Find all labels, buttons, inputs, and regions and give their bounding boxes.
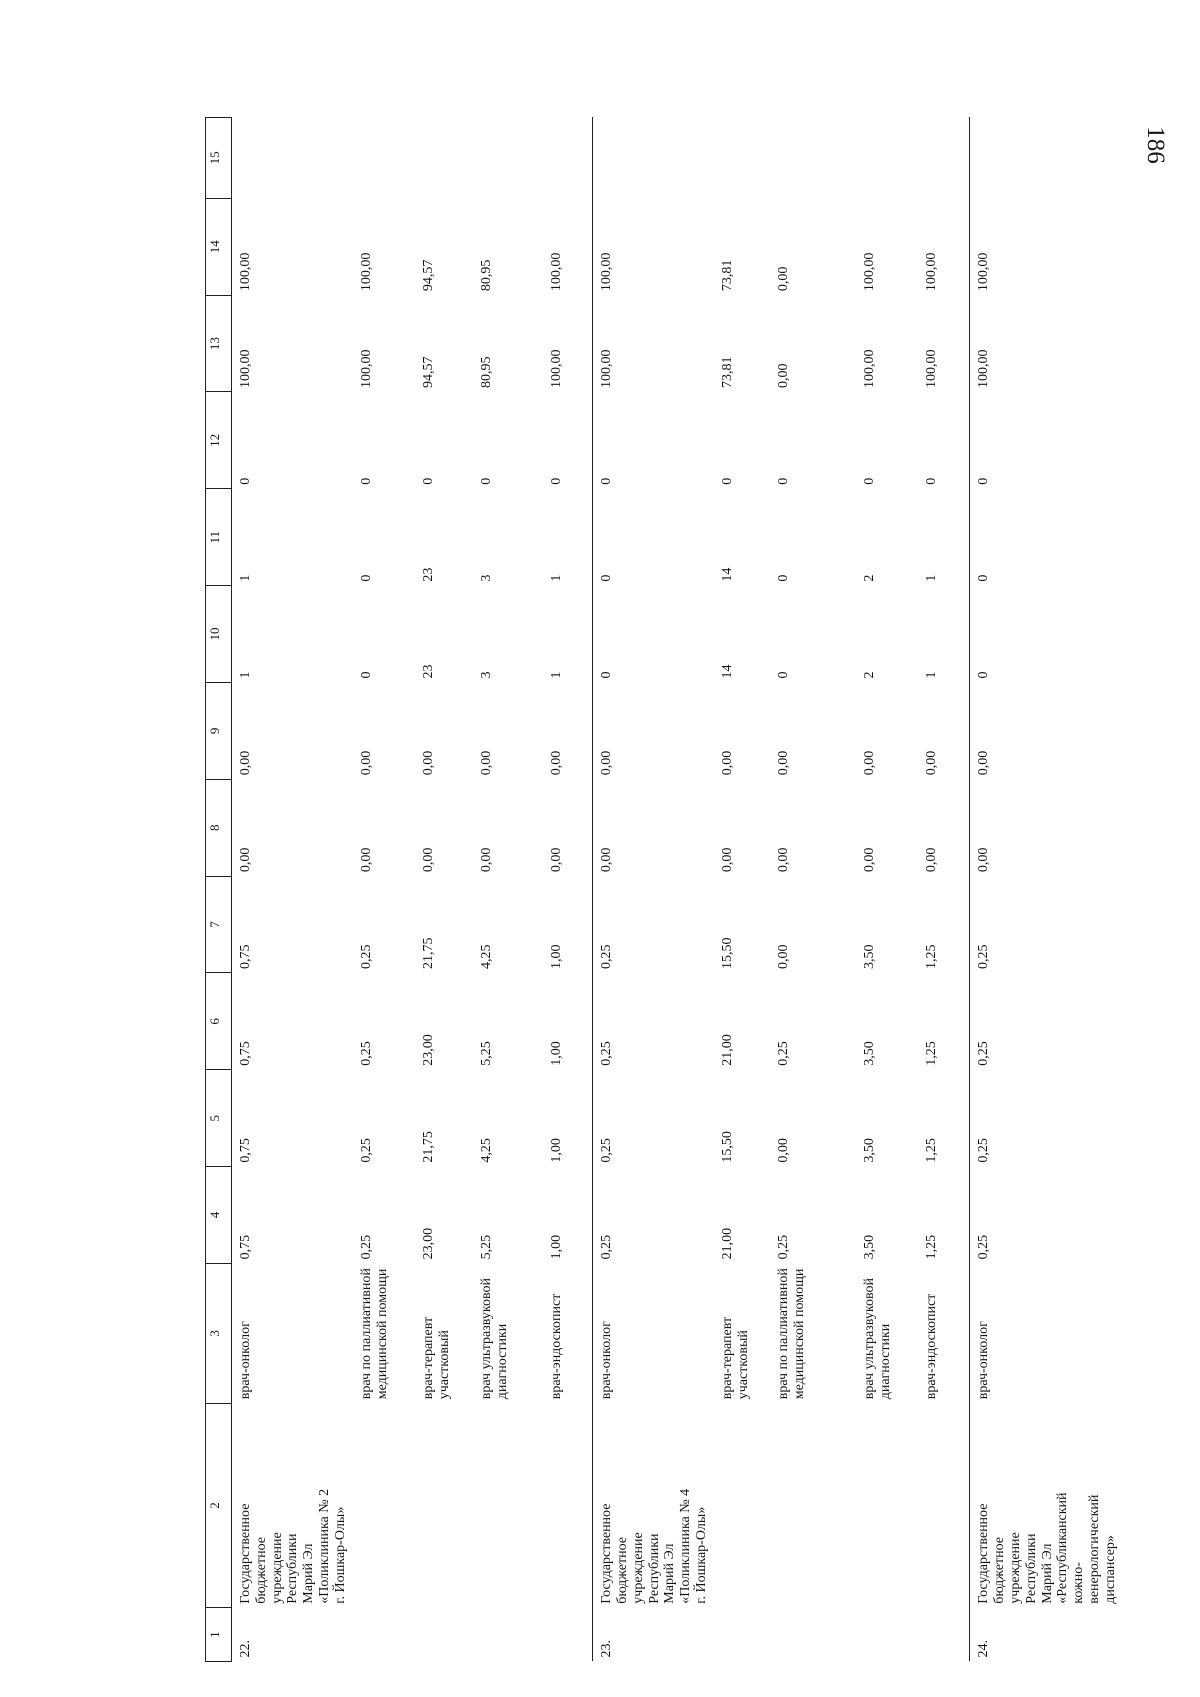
staffing-table (205, 117, 1123, 1662)
value-cell-c9: 0,00 (775, 750, 791, 776)
value-cell-c13: 100,00 (970, 295, 1123, 392)
value-cell-c11: 2 (861, 574, 877, 582)
value-cell-c12: 0 (923, 477, 939, 485)
rotated-table-container (205, 117, 1118, 1662)
column-number: 14 (206, 198, 232, 295)
value-cell-c7: 0,25 (593, 876, 714, 973)
column-number: 12 (206, 392, 232, 489)
row-number (770, 1608, 856, 1662)
value-cell-c6: 0,25 (358, 1041, 374, 1066)
organization-name-line: Государственное (976, 1503, 992, 1604)
value-cell-c9: 0,00 (420, 750, 436, 776)
organization-name-line: Республики (285, 1533, 301, 1604)
position-name: врач-онколог (593, 1263, 714, 1403)
value-cell-c15 (593, 118, 714, 199)
value-cell-c8: 0,00 (861, 847, 877, 873)
value-cell-c11: 0 (775, 574, 791, 582)
row-number: 22. (232, 1608, 353, 1662)
organization-name-line: Республики (1023, 1533, 1039, 1604)
value-cell-c8: 0,00 (593, 779, 714, 876)
column-number: 5 (206, 1070, 232, 1167)
table-row (918, 118, 970, 1662)
column-number: 4 (206, 1167, 232, 1264)
table-row (856, 118, 918, 1662)
value-cell-c12: 0 (719, 477, 735, 485)
value-cell-c6: 0,25 (593, 973, 714, 1070)
table-row (415, 118, 473, 1662)
organization-name (970, 1403, 1123, 1607)
value-cell-c7: 0,25 (970, 876, 1123, 973)
column-number: 11 (206, 489, 232, 586)
organization-name-line: Марий Эл (662, 1543, 678, 1604)
row-number (473, 1608, 543, 1662)
value-cell-c8: 0,00 (548, 847, 564, 873)
column-number: 3 (206, 1263, 232, 1403)
table-row (473, 118, 543, 1662)
column-number: 10 (206, 586, 232, 683)
value-cell-c11: 1 (548, 574, 564, 582)
value-cell-c7: 21,75 (420, 937, 436, 969)
value-cell-c8: 0,00 (970, 779, 1123, 876)
position-name: врач по паллиативной медицинской помощи (358, 1268, 390, 1400)
position-name: врач-терапевт участковый (719, 1316, 751, 1400)
row-number: 24. (970, 1608, 1123, 1662)
value-cell-c11: 1 (923, 574, 939, 582)
value-cell-c8: 0,00 (923, 847, 939, 873)
organization-name-line: учреждение (269, 1532, 285, 1604)
value-cell-c10: 14 (719, 664, 735, 679)
value-cell-c5: 4,25 (478, 1138, 494, 1163)
organization-name-line: Республики (646, 1533, 662, 1604)
value-cell-c6: 21,00 (719, 1034, 735, 1066)
value-cell-c13: 73,81 (719, 356, 735, 388)
value-cell-c5: 0,00 (775, 1138, 791, 1163)
position-name: врач ультразвуковой диагностики (478, 1277, 510, 1400)
organization-name (415, 1403, 473, 1607)
position-name: врач-онколог (232, 1263, 353, 1403)
value-cell-c14: 100,00 (970, 198, 1123, 295)
value-cell-c7: 1,25 (923, 944, 939, 969)
value-cell-c12: 0 (358, 477, 374, 485)
value-cell-c10: 1 (232, 586, 353, 683)
value-cell-c4: 1,25 (923, 1234, 939, 1260)
table-row (593, 118, 714, 1662)
organization-name (770, 1403, 856, 1607)
value-cell-c15 (856, 118, 918, 199)
value-cell-c9: 0,00 (861, 750, 877, 776)
organization-name-line: Государственное (599, 1503, 615, 1604)
value-cell-c14: 100,00 (358, 252, 374, 292)
value-cell-c10: 0 (970, 586, 1123, 683)
value-cell-c12: 0 (232, 392, 353, 489)
table-row (232, 118, 353, 1662)
value-cell-c4: 0,25 (970, 1167, 1123, 1264)
organization-name-line: Марий Эл (1039, 1543, 1055, 1604)
organization-name (714, 1403, 770, 1607)
organization-name (473, 1403, 543, 1607)
position-name: врач-терапевт участковый (420, 1316, 452, 1400)
value-cell-c9: 0,00 (923, 750, 939, 776)
value-cell-c14: 73,81 (719, 259, 735, 292)
value-cell-c14: 100,00 (232, 198, 353, 295)
column-number: 1 (206, 1608, 232, 1662)
organization-name-line: диспансер» (1102, 1535, 1118, 1604)
position-name: врач ультразвуковой диагностики (861, 1277, 893, 1400)
organization-name-line: бюджетное (615, 1537, 630, 1604)
organization-name (232, 1403, 353, 1607)
organization-name-line: бюджетное (992, 1537, 1008, 1604)
value-cell-c4: 0,25 (358, 1234, 374, 1260)
row-number: 23. (593, 1608, 714, 1662)
position-name: врач-эндоскопист (548, 1293, 564, 1400)
value-cell-c7: 4,25 (478, 944, 494, 969)
value-cell-c6: 0,25 (775, 1041, 791, 1066)
position-name: врач-эндоскопист (923, 1293, 939, 1400)
page-number: 186 (1142, 126, 1169, 164)
value-cell-c11: 1 (232, 489, 353, 586)
value-cell-c4: 0,25 (593, 1167, 714, 1264)
value-cell-c11: 23 (420, 567, 436, 582)
column-number: 7 (206, 876, 232, 973)
value-cell-c5: 15,50 (719, 1131, 735, 1163)
value-cell-c15 (415, 118, 473, 199)
value-cell-c4: 21,00 (719, 1227, 735, 1260)
value-cell-c11: 3 (478, 574, 494, 582)
column-number: 9 (206, 682, 232, 779)
value-cell-c15 (232, 118, 353, 199)
organization-name (856, 1403, 918, 1607)
value-cell-c6: 23,00 (420, 1034, 436, 1066)
value-cell-c6: 3,50 (861, 1041, 877, 1066)
column-number: 8 (206, 779, 232, 876)
value-cell-c10: 1 (923, 671, 939, 679)
row-number (714, 1608, 770, 1662)
value-cell-c10: 0 (358, 671, 374, 679)
value-cell-c8: 0,00 (232, 779, 353, 876)
value-cell-c11: 14 (719, 567, 735, 582)
value-cell-c8: 0,00 (358, 847, 374, 873)
organization-name-line: г. Йошкар-Олы» (332, 1506, 348, 1604)
organization-name-line: кожно- (1071, 1562, 1087, 1604)
organization-name-line: Государственное (238, 1503, 253, 1604)
value-cell-c15 (473, 118, 543, 199)
organization-name-line: «Поликлиника № 4 (678, 1488, 694, 1604)
column-number-header (206, 118, 232, 1662)
value-cell-c9: 0,00 (970, 682, 1123, 779)
row-number (856, 1608, 918, 1662)
value-cell-c5: 0,75 (232, 1070, 353, 1167)
position-name: врач по паллиативной медицинской помощи (775, 1268, 807, 1400)
value-cell-c12: 0 (970, 392, 1123, 489)
value-cell-c4: 5,25 (478, 1234, 494, 1260)
value-cell-c15 (770, 118, 856, 199)
value-cell-c12: 0 (478, 477, 494, 485)
value-cell-c12: 0 (593, 392, 714, 489)
value-cell-c9: 0,00 (358, 750, 374, 776)
table-row (543, 118, 593, 1662)
value-cell-c5: 1,25 (923, 1138, 939, 1163)
value-cell-c5: 1,00 (548, 1138, 564, 1163)
organization-name-line: учреждение (630, 1532, 646, 1604)
value-cell-c9: 0,00 (719, 750, 735, 776)
organization-name-line: венерологический (1087, 1494, 1103, 1604)
row-number (543, 1608, 593, 1662)
row-number (415, 1608, 473, 1662)
value-cell-c7: 3,50 (861, 944, 877, 969)
organization-name (918, 1403, 970, 1607)
value-cell-c13: 80,95 (478, 356, 494, 388)
value-cell-c4: 23,00 (420, 1227, 436, 1260)
value-cell-c13: 100,00 (923, 349, 939, 388)
row-number (918, 1608, 970, 1662)
table-row (970, 118, 1123, 1662)
column-number: 6 (206, 973, 232, 1070)
value-cell-c8: 0,00 (775, 847, 791, 873)
value-cell-c8: 0,00 (719, 847, 735, 873)
value-cell-c14: 100,00 (593, 198, 714, 295)
value-cell-c14: 80,95 (478, 259, 494, 292)
value-cell-c15 (543, 118, 593, 199)
value-cell-c13: 100,00 (593, 295, 714, 392)
value-cell-c10: 0 (775, 671, 791, 679)
value-cell-c14: 94,57 (420, 259, 436, 292)
value-cell-c9: 0,00 (593, 682, 714, 779)
organization-name-line: «Республиканский (1055, 1492, 1071, 1604)
column-number: 13 (206, 295, 232, 392)
value-cell-c7: 0,25 (358, 944, 374, 969)
value-cell-c8: 0,00 (420, 847, 436, 873)
organization-name (543, 1403, 593, 1607)
organization-name-line: бюджетное (253, 1537, 269, 1604)
value-cell-c13: 100,00 (548, 349, 564, 388)
organization-name-line: Марий Эл (301, 1543, 317, 1604)
table-row (714, 118, 770, 1662)
value-cell-c10: 0 (593, 586, 714, 683)
value-cell-c7: 0,00 (775, 944, 791, 969)
value-cell-c4: 3,50 (861, 1234, 877, 1260)
value-cell-c15 (714, 118, 770, 199)
value-cell-c9: 0,00 (548, 750, 564, 776)
value-cell-c6: 5,25 (478, 1041, 494, 1066)
value-cell-c14: 100,00 (923, 252, 939, 292)
value-cell-c7: 0,75 (232, 876, 353, 973)
value-cell-c13: 94,57 (420, 356, 436, 388)
value-cell-c5: 21,75 (420, 1131, 436, 1163)
value-cell-c15 (918, 118, 970, 199)
value-cell-c5: 0,25 (358, 1138, 374, 1163)
value-cell-c5: 3,50 (861, 1138, 877, 1163)
value-cell-c13: 0,00 (775, 363, 791, 388)
value-cell-c8: 0,00 (478, 847, 494, 873)
column-number: 2 (206, 1403, 232, 1607)
column-number: 15 (206, 118, 232, 199)
value-cell-c4: 0,75 (232, 1167, 353, 1264)
value-cell-c4: 0,25 (775, 1234, 791, 1260)
value-cell-c15 (353, 118, 415, 199)
value-cell-c12: 0 (775, 477, 791, 485)
value-cell-c10: 3 (478, 671, 494, 679)
value-cell-c11: 0 (358, 574, 374, 582)
value-cell-c9: 0,00 (478, 750, 494, 776)
value-cell-c10: 1 (548, 671, 564, 679)
value-cell-c14: 100,00 (861, 252, 877, 292)
value-cell-c14: 0,00 (775, 266, 791, 292)
table-body (206, 118, 1123, 1662)
row-number (353, 1608, 415, 1662)
organization-name-line: учреждение (1008, 1532, 1023, 1604)
value-cell-c6: 0,25 (970, 973, 1123, 1070)
value-cell-c5: 0,25 (593, 1070, 714, 1167)
value-cell-c13: 100,00 (861, 349, 877, 388)
value-cell-c12: 0 (420, 477, 436, 485)
value-cell-c9: 0,00 (232, 682, 353, 779)
value-cell-c10: 23 (420, 664, 436, 679)
organization-name-line: «Поликлиника № 2 (317, 1488, 333, 1604)
value-cell-c7: 15,50 (719, 937, 735, 969)
value-cell-c11: 0 (593, 489, 714, 586)
value-cell-c5: 0,25 (970, 1070, 1123, 1167)
table-row (353, 118, 415, 1662)
value-cell-c6: 1,25 (923, 1041, 939, 1066)
value-cell-c14: 100,00 (548, 252, 564, 292)
value-cell-c13: 100,00 (358, 349, 374, 388)
value-cell-c4: 1,00 (548, 1234, 564, 1260)
value-cell-c7: 1,00 (548, 944, 564, 969)
organization-name (353, 1403, 415, 1607)
organization-name-line: г. Йошкар-Олы» (694, 1506, 710, 1604)
value-cell-c10: 2 (861, 671, 877, 679)
value-cell-c6: 0,75 (232, 973, 353, 1070)
organization-name (593, 1403, 714, 1607)
value-cell-c12: 0 (548, 477, 564, 485)
table-row (770, 118, 856, 1662)
value-cell-c12: 0 (861, 477, 877, 485)
value-cell-c11: 0 (970, 489, 1123, 586)
value-cell-c6: 1,00 (548, 1041, 564, 1066)
value-cell-c15 (970, 118, 1123, 199)
value-cell-c13: 100,00 (232, 295, 353, 392)
position-name: врач-онколог (970, 1263, 1123, 1403)
